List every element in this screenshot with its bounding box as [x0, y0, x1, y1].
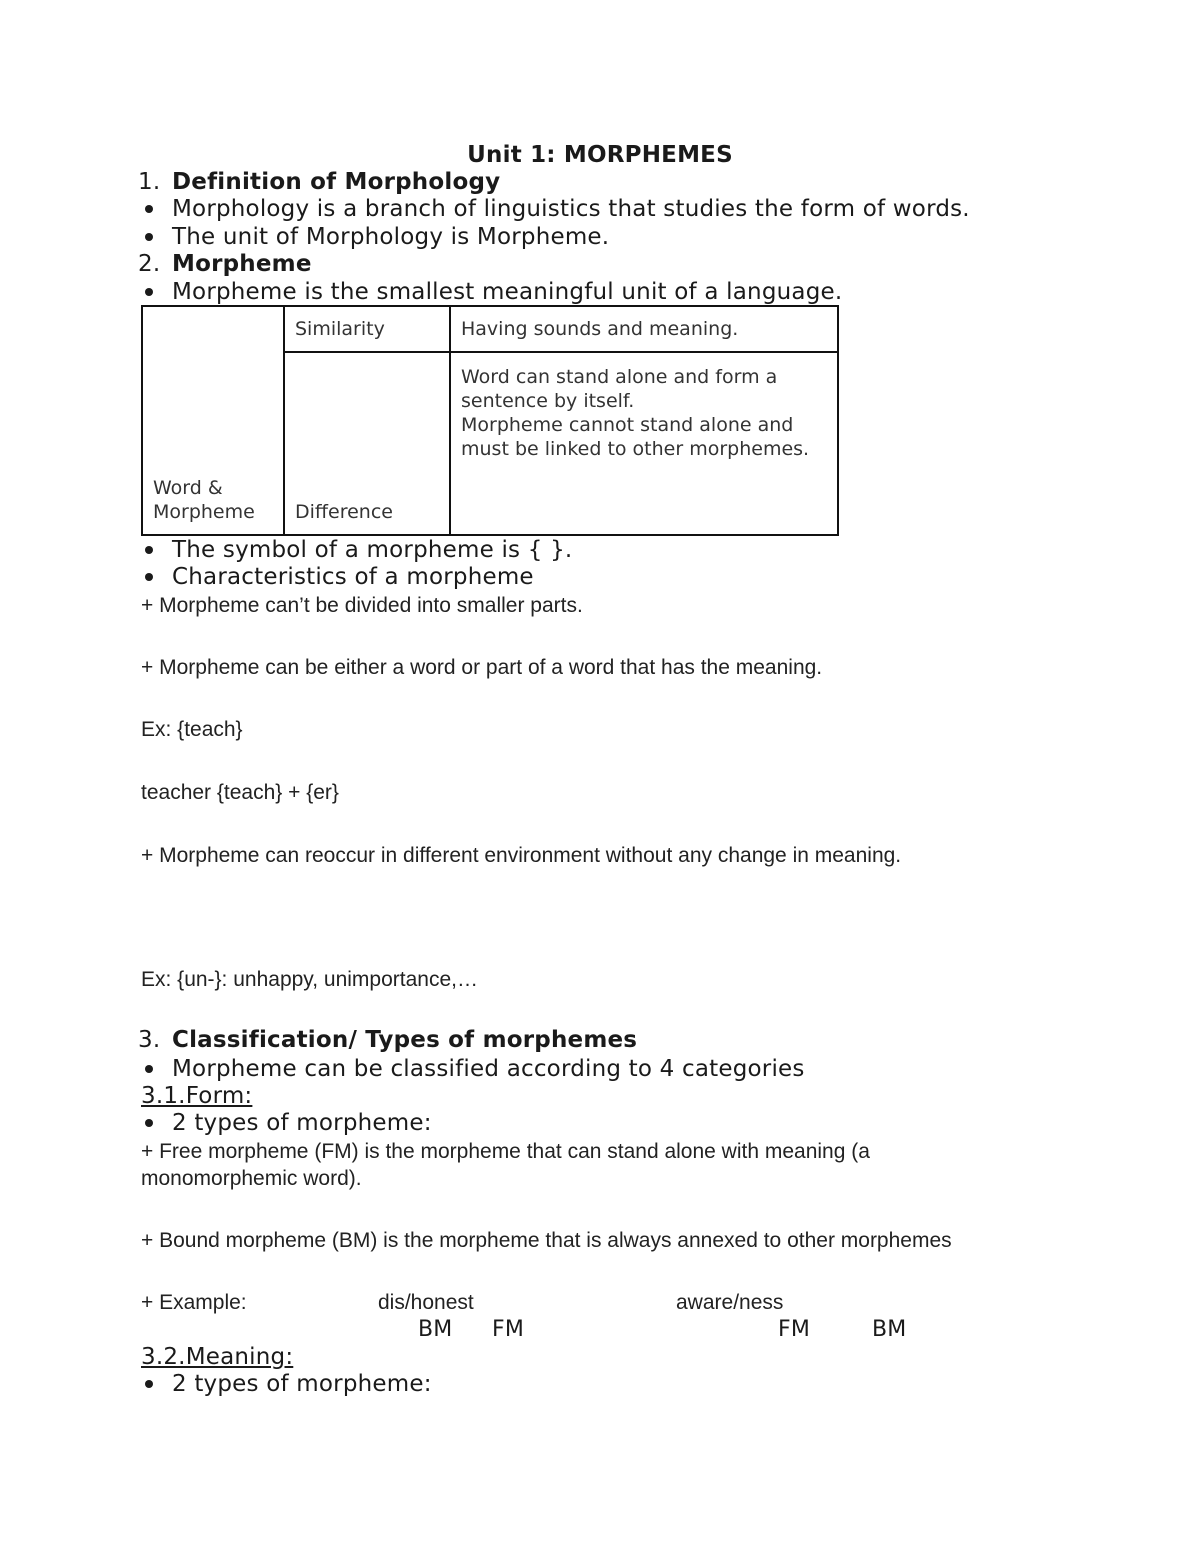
subsection-heading: 3.1.Form:: [141, 1083, 253, 1109]
bullet-text: Morpheme is the smallest meaningful unit of a language.: [172, 279, 843, 305]
morpheme-tag: FM: [778, 1317, 811, 1342]
section-3-heading: Classification/ Types of morphemes: [172, 1027, 638, 1053]
similarity-label: Similarity: [284, 306, 450, 352]
example-line: Ex: {teach}: [141, 718, 243, 741]
bullet-text: 2 types of morpheme:: [172, 1110, 432, 1136]
bullet-text: The unit of Morphology is Morpheme.: [172, 224, 610, 250]
page-title: Unit 1: MORPHEMES: [467, 142, 733, 168]
bullet-icon: [145, 233, 153, 241]
section-1-number: 1.: [138, 169, 161, 195]
bullet-text: Morphology is a branch of linguistics that studies the form of words.: [172, 196, 970, 222]
example-word: dis/honest: [378, 1291, 474, 1314]
bullet-text: The symbol of a morpheme is { }.: [172, 537, 573, 563]
example-label: + Example:: [141, 1291, 247, 1314]
example-line: Ex: {un-}: unhappy, unimportance,…: [141, 968, 478, 991]
example-word: aware/ness: [676, 1291, 784, 1314]
bullet-icon: [145, 573, 153, 581]
morpheme-tag: BM: [872, 1317, 907, 1342]
characteristic-line: + Morpheme can be either a word or part of a word that has the meaning.: [141, 656, 823, 679]
bullet-icon: [145, 1380, 153, 1388]
definition-line: + Free morpheme (FM) is the morpheme that can stand alone with meaning (a: [141, 1140, 870, 1163]
section-2-heading: Morpheme: [172, 251, 312, 277]
section-3-number: 3.: [138, 1027, 161, 1053]
bullet-text: Morpheme can be classified according to 4 categories: [172, 1056, 805, 1082]
subsection-heading: 3.2.Meaning:: [141, 1344, 294, 1370]
similarity-text: Having sounds and meaning.: [450, 306, 838, 352]
bullet-icon: [145, 546, 153, 554]
difference-label: Difference: [284, 352, 450, 535]
bullet-text: Characteristics of a morpheme: [172, 564, 534, 590]
definition-line: + Bound morpheme (BM) is the morpheme that is always annexed to other morphemes: [141, 1229, 952, 1252]
characteristic-line: + Morpheme can’t be divided into smaller parts.: [141, 594, 583, 617]
section-2-number: 2.: [138, 251, 161, 277]
difference-cell: [450, 352, 838, 535]
definition-line: monomorphemic word).: [141, 1167, 362, 1190]
difference-text: Word can stand alone and form a sentence by itself.: [461, 366, 778, 412]
bullet-icon: [145, 205, 153, 213]
difference-text: Morpheme cannot stand alone and must be linked to other morphemes.: [461, 414, 810, 460]
section-1-heading: Definition of Morphology: [172, 169, 501, 195]
morpheme-tag: FM: [492, 1317, 525, 1342]
bullet-icon: [145, 1119, 153, 1127]
word-morpheme-table: [141, 305, 839, 536]
morpheme-tag: BM: [418, 1317, 453, 1342]
bullet-icon: [145, 1065, 153, 1073]
bullet-text: 2 types of morpheme:: [172, 1371, 432, 1397]
table-row-label: Word & Morpheme: [142, 306, 284, 535]
characteristic-line: + Morpheme can reoccur in different environment without any change in meaning.: [141, 844, 902, 867]
example-line: teacher {teach} + {er}: [141, 781, 339, 804]
bullet-icon: [145, 288, 153, 296]
